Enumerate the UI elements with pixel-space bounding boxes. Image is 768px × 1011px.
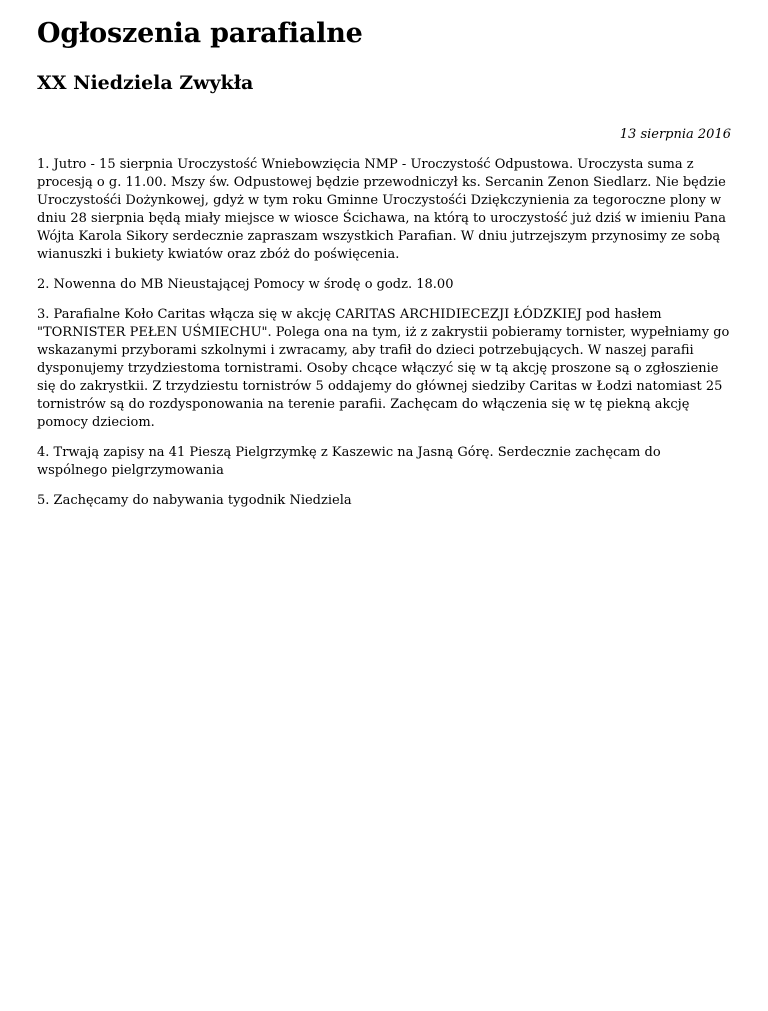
page-subtitle: XX Niedziela Zwykła (37, 72, 254, 94)
announcement-item-2: 2. Nowenna do MB Nieustającej Pomocy w środę o godz. 18.00 (37, 277, 454, 292)
announcements-list (37, 156, 731, 510)
announcement-date: 13 sierpnia 2016 (619, 127, 731, 142)
announcement-item-5: 5. Zachęcamy do nabywania tygodnik Niedziela (37, 493, 352, 508)
announcement-item-3: 3. Parafialne Koło Caritas włącza się w akcję CARITAS ARCHIDIECEZJI ŁÓDZKIEJ pod hasłem "TORNISTER PEŁEN UŚMIECHU". Polega ona na tym, iż z zakrystii pobieramy tornister, wypełniamy go wskazanymi przyborami szkolnymi i zwracamy, aby trafił do dzieci potrzebujących. W naszej parafii dysponujemy trzydziestoma tornistrami. Osoby chcące włączyć się w tą akcję proszone są o zgłoszienie się do zakrystkii. Z trzydziestu tornistrów 5 oddajemy do głównej siedziby Caritas w Łodzi natomiast 25 tornistrów są do rozdysponowania na terenie parafii. Zachęcam do włączenia się w tę piekną akcję pomocy dzieciom. (37, 307, 730, 430)
announcement-item-1: 1. Jutro - 15 sierpnia Uroczystość Wniebowzięcia NMP - Uroczystość Odpustowa. Uroczysta suma z procesją o g. 11.00. Mszy św. Odpustowej będzie przewodniczył ks. Sercanin Zenon Siedlarz. Nie będzie Uroczystośći Dożynkowej, gdyż w tym roku Gminne Uroczystośći Dziękczynienia za tegoroczne plony w dniu 28 sierpnia będą miały miejsce w wiosce Ścichawa, na którą to uroczystość już dziś w imieniu Pana Wójta Karola Sikory serdecznie zapraszam wszystkich Parafian. W dniu jutrzejszym przynosimy ze sobą wianuszki i bukiety kwiatów oraz zbóż do poświęcenia. (37, 157, 727, 262)
page-title: Ogłoszenia parafialne (37, 18, 363, 49)
announcement-item-4: 4. Trwają zapisy na 41 Pieszą Pielgrzymkę z Kaszewic na Jasną Górę. Serdecznie zachęcam do wspólnego pielgrzymowania (37, 445, 661, 478)
document-page (0, 17, 768, 510)
